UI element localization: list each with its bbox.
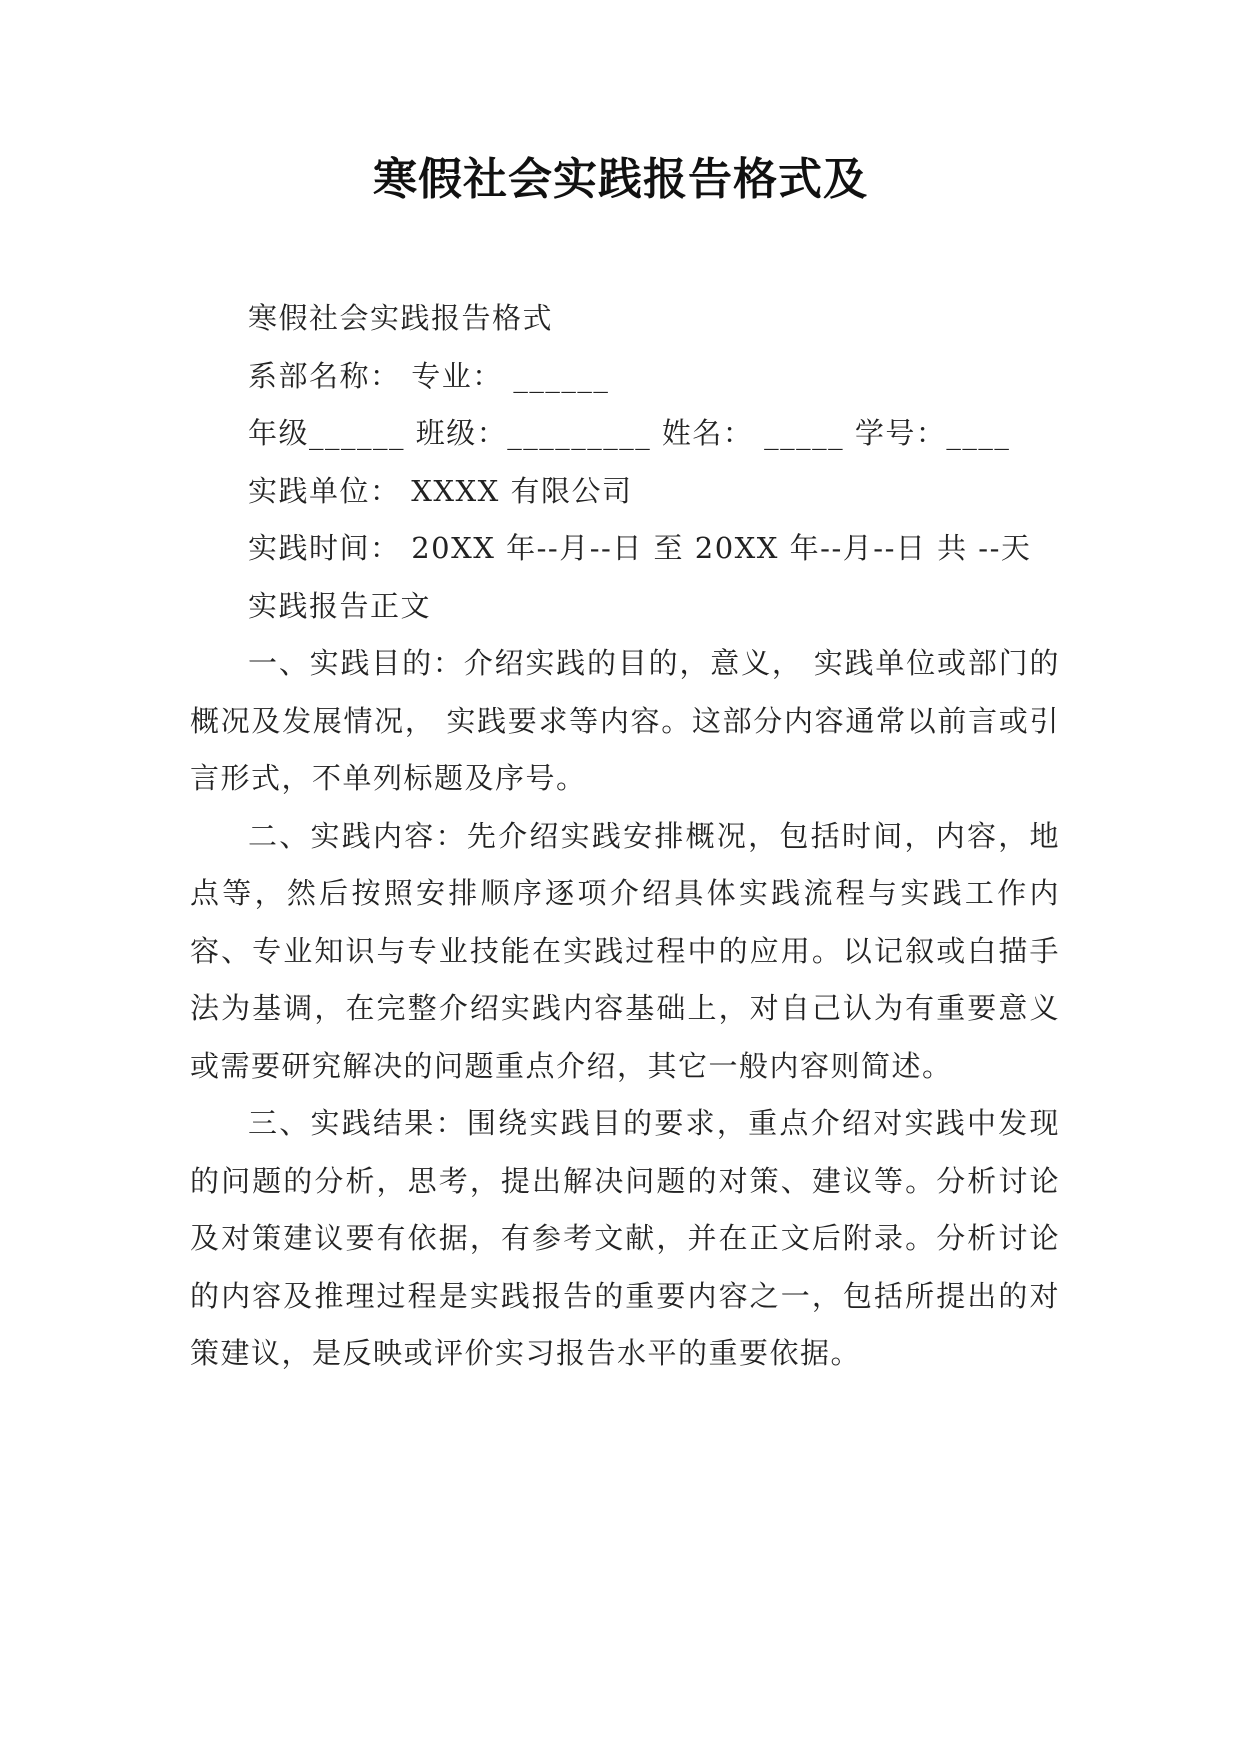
- grade-class-name-id-line: 年级______ 班级：_________ 姓名： _____ 学号：____: [248, 416, 1011, 450]
- document-body: [190, 290, 1060, 1383]
- practice-unit-line: 实践单位： XXXX 有限公司: [248, 473, 633, 508]
- document-title: 寒假社会实践报告格式及: [373, 154, 868, 205]
- report-body-heading: 实践报告正文: [248, 588, 432, 623]
- department-line: 系部名称： 专业： ______: [248, 358, 610, 393]
- section-purpose-paragraph: 一、实践目的：介绍实践的目的，意义， 实践单位或部门的概况及发展情况， 实践要求等内容。这部分内容通常以前言或引言形式，不单列标题及序号。: [190, 646, 1060, 795]
- subtitle-paragraph: 寒假社会实践报告格式: [248, 301, 554, 335]
- practice-time-line: 实践时间： 20XX 年--月--日 至 20XX 年--月--日 共 --天: [248, 531, 1032, 565]
- section-content-paragraph: 二、实践内容：先介绍实践安排概况，包括时间，内容，地点等，然后按照安排顺序逐项介绍具体实践流程与实践工作内容、专业知识与专业技能在实践过程中的应用。以记叙或白描手法为基调，在完整介绍实践内容基础上，对自己认为有重要意义或需要研究解决的问题重点介绍，其它一般内容则简述。: [190, 818, 1060, 1083]
- section-result-paragraph: 三、实践结果：围绕实践目的要求，重点介绍对实践中发现的问题的分析，思考，提出解决问题的对策、建议等。分析讨论及对策建议要有依据，有参考文献，并在正文后附录。分析讨论的内容及推理过程是实践报告的重要内容之一，包括所提出的对策建议，是反映或评价实习报告水平的重要依据。: [190, 1106, 1060, 1370]
